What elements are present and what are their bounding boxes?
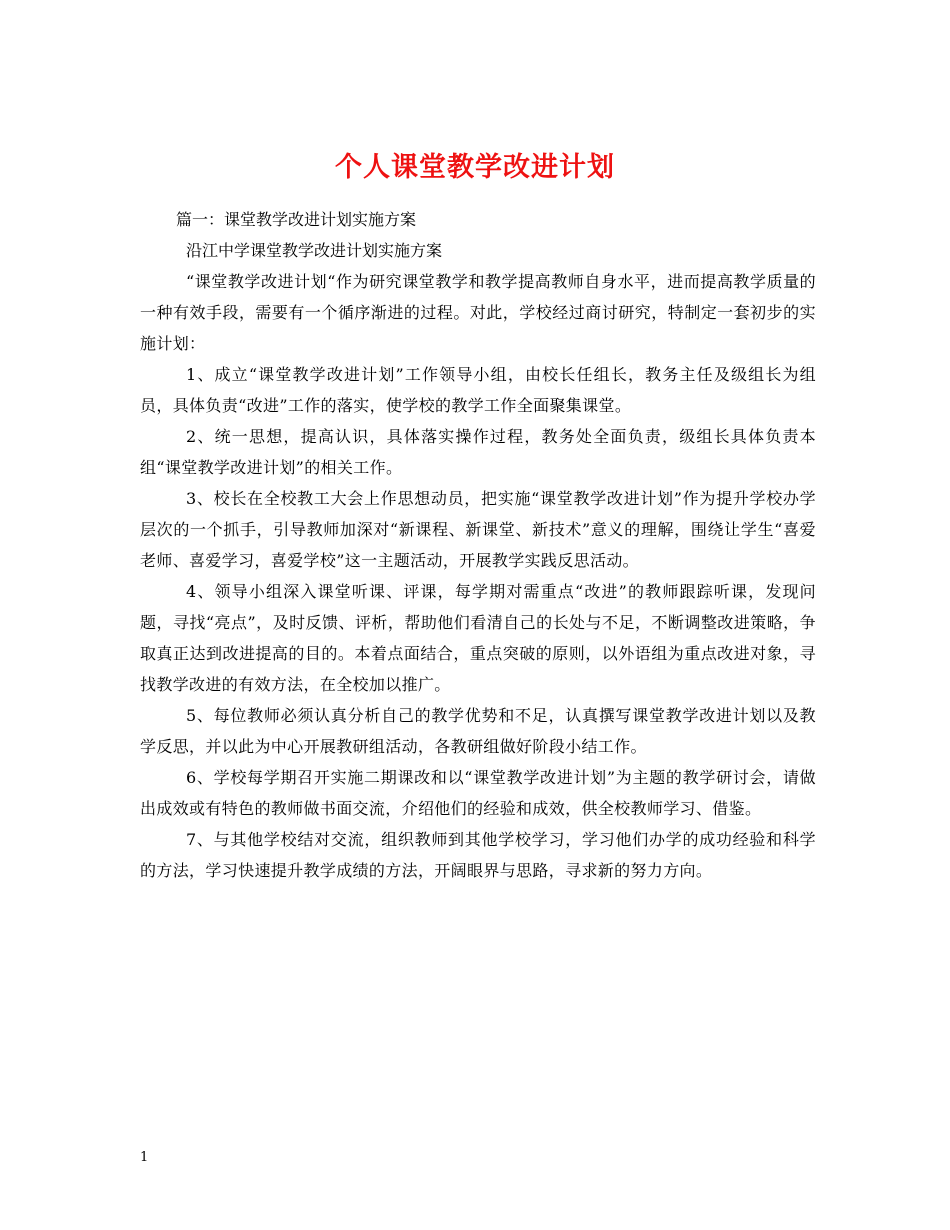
plan-subheading: 沿江中学课堂教学改进计划实施方案: [186, 241, 443, 260]
document-title: 个人课堂教学改进计划: [335, 152, 615, 184]
paragraph-item-3: 3、校长在全校教工大会上作思想动员，把实施“课堂教学改进计划”作为提升学校办学层次的一个抓手，引导教师加深对“新课程、新课堂、新技术”意义的理解，围绕让学生“喜爱老师、喜爱学习，喜爱学校”这一主题活动，开展教学实践反思活动。: [140, 489, 816, 570]
page-number: 1: [140, 1150, 149, 1165]
paragraph-item-2: 2、统一思想，提高认识，具体落实操作过程，教务处全面负责，级组长具体负责本组“课堂教学改进计划”的相关工作。: [140, 427, 816, 477]
paragraph-item-1: 1、成立“课堂教学改进计划”工作领导小组，由校长任组长，教务主任及级组长为组员，具体负责“改进”工作的落实，使学校的教学工作全面聚集课堂。: [140, 365, 816, 415]
paragraph-item-6: 6、学校每学期召开实施二期课改和以“课堂教学改进计划”为主题的教学研讨会，请做出成效或有特色的教师做书面交流，介绍他们的经验和成效，供全校教师学习、借鉴。: [140, 768, 816, 818]
paragraph-item-7: 7、与其他学校结对交流，组织教师到其他学校学习，学习他们办学的成功经验和科学的方法，学习快速提升教学成绩的方法，开阔眼界与思路，寻求新的努力方向。: [140, 830, 816, 880]
paragraph-intro: “课堂教学改进计划“作为研究课堂教学和教学提高教师自身水平，进而提高教学质量的一种有效手段，需要有一个循序渐进的过程。对此，学校经过商讨研究，特制定一套初步的实施计划：: [140, 272, 816, 353]
paragraph-item-4: 4、领导小组深入课堂听课、评课，每学期对需重点“改进”的教师跟踪听课，发现问题，寻找“亮点”，及时反馈、评析，帮助他们看清自己的长处与不足，不断调整改进策略，争取真正达到改进提高的目的。本着点面结合，重点突破的原则，以外语组为重点改进对象，寻找教学改进的有效方法，在全校加以推广。: [140, 582, 816, 694]
article-heading: 篇一：课堂教学改进计划实施方案: [176, 210, 417, 229]
paragraph-item-5: 5、每位教师必须认真分析自己的教学优势和不足，认真撰写课堂教学改进计划以及教学反思，并以此为中心开展教研组活动，各教研组做好阶段小结工作。: [140, 706, 816, 756]
document-body: [140, 204, 816, 886]
